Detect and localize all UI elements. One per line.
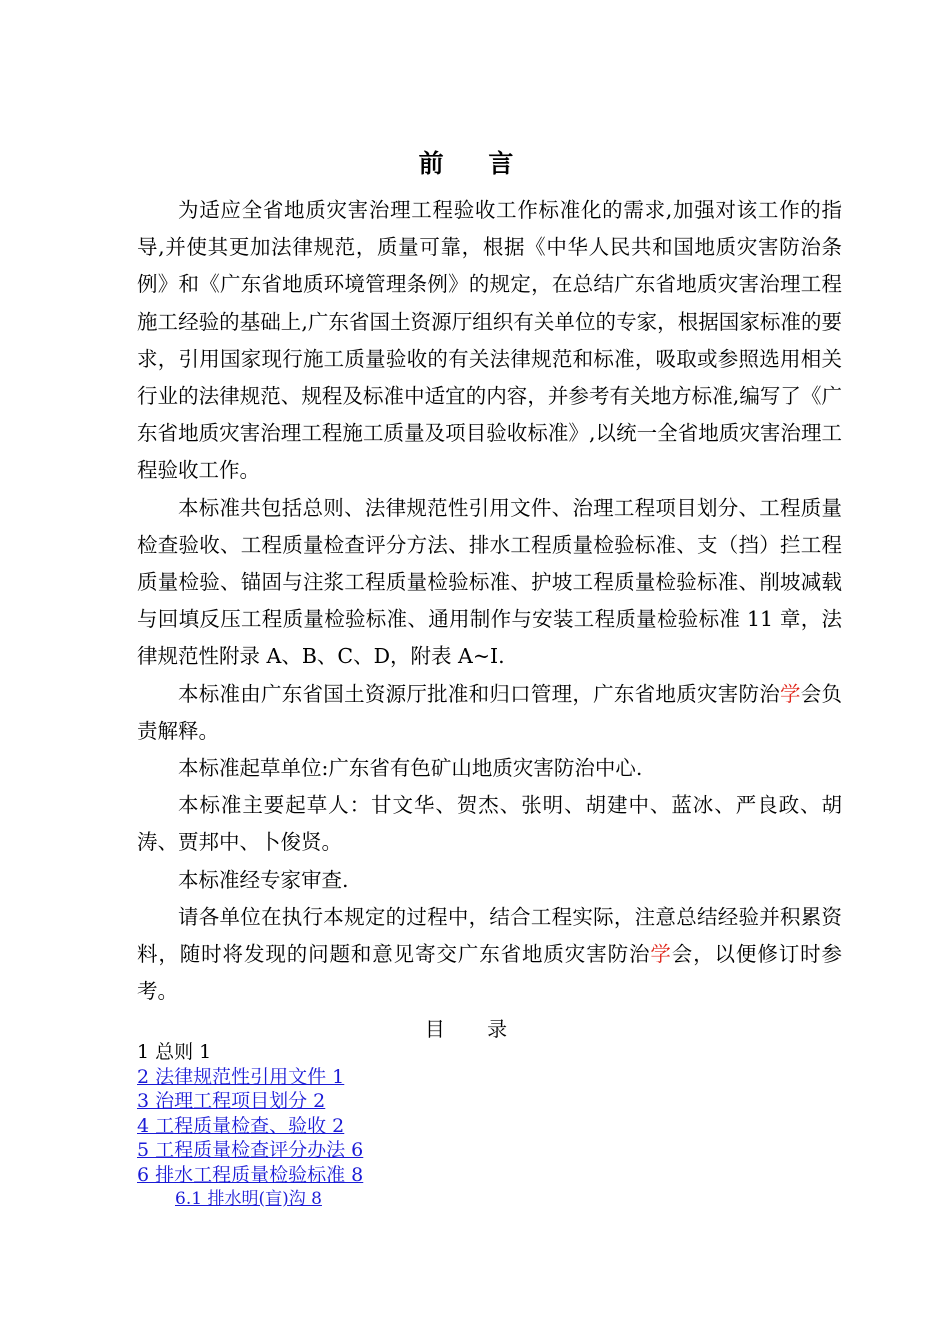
- paragraph-text: 请各单位在执行本规定的过程中，结合工程实际，注意总结经验并积累资料，随时将发现的问题和意见寄交广东省地质灾害防治: [137, 904, 842, 967]
- toc-item: [137, 1089, 363, 1114]
- toc-link[interactable]: 3 治理工程项目划分 2: [137, 1090, 326, 1112]
- toc-link[interactable]: 2 法律规范性引用文件 1: [137, 1065, 345, 1088]
- paragraph-text: 为适应全省地质灾害治理工程验收工作标准化的需求,加强对该工作的指导,并使其更加法律规范，质量可靠，根据《中华人民共和国地质灾害防治条例》和《广东省地质环境管理条例》的规定，在总结广东省地质灾害治理工程施工经验的基础上,广东省国土资源厅组织有关单位的专家，根据国家标准的要求，引用国家现行施工质量验收的有关法律规范和标准，吸取或参照选用相关行业的法律规范、规程及标准中适宜的内容，并参考有关地方标准,编写了《广东省地质灾害治理工程施工质量及项目验收标准》,以统一全省地质灾害治理工程验收工作。: [137, 198, 842, 483]
- preface-paragraph: [137, 676, 842, 750]
- toc-link[interactable]: 5 工程质量检查评分办法 6: [137, 1139, 364, 1161]
- paragraph-text: 本标准共包括总则、法律规范性引用文件、治理工程项目划分、工程质量检查验收、工程质量检查评分方法、排水工程质量检验标准、支（挡）拦工程质量检验、锚固与注浆工程质量检验标准、护坡工程质量检验标准、削坡减载与回填反压工程质量检验标准、通用制作与安装工程质量检验标准 11 章，法律规范性附录 A、B、C、D，附表 A~I.: [137, 495, 842, 669]
- toc-item: [137, 1040, 363, 1065]
- toc-item: [137, 1163, 363, 1188]
- highlighted-text: 学: [650, 942, 672, 967]
- table-of-contents: [137, 1040, 363, 1211]
- toc-item: [137, 1187, 363, 1211]
- preface-paragraph: [137, 862, 842, 899]
- toc-entry: 1 总则 1: [137, 1041, 212, 1063]
- paragraph-text: 会，以便修订时参考。: [137, 942, 842, 1004]
- paragraph-text: 本标准由广东省国土资源厅批准和归口管理，广东省地质灾害防治: [178, 681, 780, 706]
- preface-title: 前 言: [418, 149, 532, 178]
- preface-paragraph: [137, 787, 842, 861]
- toc-title: 目 录: [424, 1017, 526, 1041]
- toc-link[interactable]: 6 排水工程质量检验标准 8: [137, 1163, 364, 1186]
- toc-item: [137, 1114, 363, 1139]
- preface-paragraph: [137, 750, 842, 787]
- toc-item: [137, 1138, 363, 1163]
- paragraph-text: 本标准经专家审查.: [178, 867, 349, 892]
- toc-link[interactable]: 4 工程质量检查、验收 2: [137, 1114, 345, 1137]
- paragraph-text: 会负责解释。: [137, 681, 843, 743]
- highlighted-text: 学: [779, 681, 801, 706]
- preface-paragraph: [137, 192, 842, 490]
- paragraph-text: 本标准主要起草人：甘文华、贺杰、张明、胡建中、蓝冰、严良政、胡涛、贾邦中、卜俊贤。: [137, 793, 842, 855]
- preface-paragraph: [137, 490, 842, 676]
- toc-item: [137, 1065, 363, 1090]
- preface-paragraph: [137, 899, 842, 1011]
- preface-body: [137, 192, 842, 1010]
- paragraph-text: 本标准起草单位:广东省有色矿山地质灾害防治中心.: [178, 756, 643, 781]
- toc-link[interactable]: 6.1 排水明(盲)沟 8: [175, 1189, 322, 1209]
